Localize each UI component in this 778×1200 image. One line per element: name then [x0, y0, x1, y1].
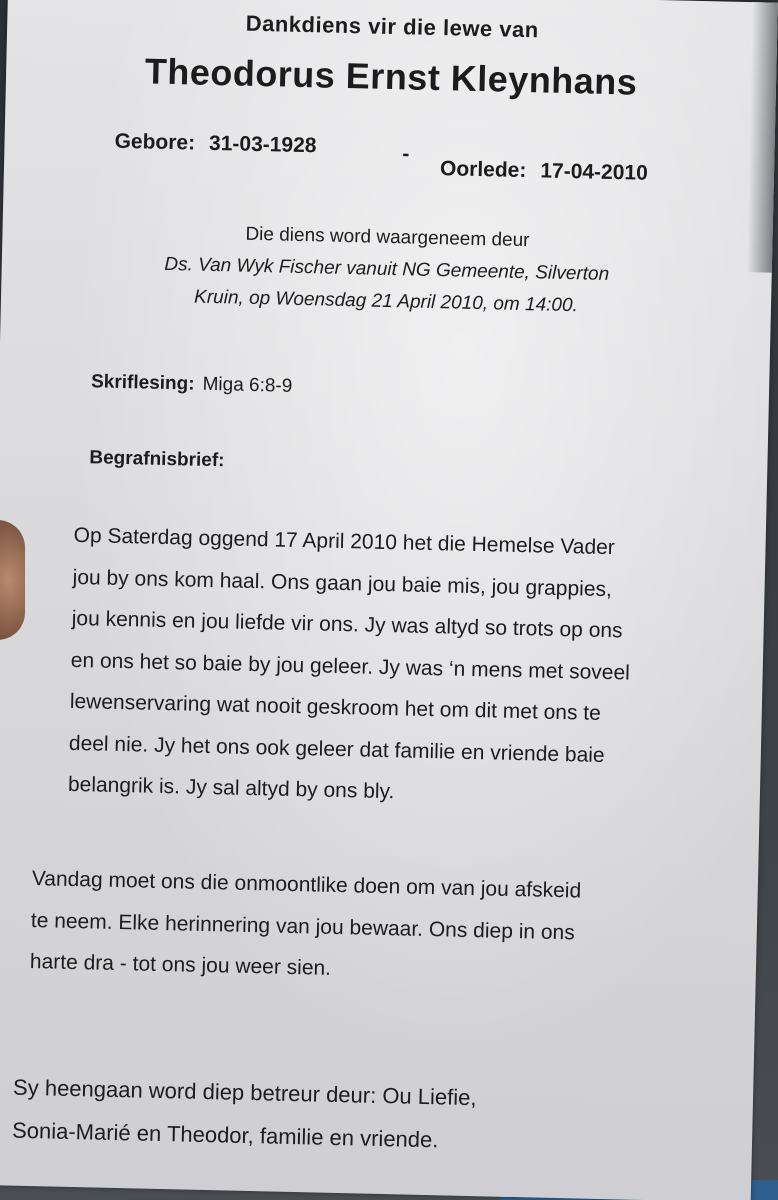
service-line: Die diens word waargeneem deur — [245, 223, 530, 252]
paragraph-line: Vandag moet ons die onmoontlike doen om van jou afskeid — [31, 867, 582, 903]
death-date: 17-04-2010 — [540, 159, 649, 185]
paragraph-line: Op Saterdag oggend 17 April 2010 het die Hemelse Vader — [73, 523, 616, 560]
service-details — [1, 213, 773, 326]
date-separator: - — [402, 142, 410, 166]
death-label: Oorlede: — [439, 157, 527, 183]
birth-label: Gebore: — [114, 129, 196, 155]
letter-paragraph-1 — [68, 515, 634, 818]
paragraph-line: jou by ons kom haal. Ons gaan jou baie mis, jou grappies, — [72, 565, 613, 601]
paragraph-line: lewenservaring wat nooit geskroom het om dit met ons te — [69, 689, 602, 725]
birth-info — [114, 130, 316, 159]
thumb — [0, 520, 25, 640]
birth-date: 31-03-1928 — [208, 131, 317, 158]
service-title: Dankdiens vir die lewe van — [245, 10, 540, 43]
service-line: Ds. Van Wyk Fischer vanuit NG Gemeente, Silverton — [164, 253, 610, 285]
mourners-paragraph — [12, 1066, 477, 1162]
scripture-reading — [91, 371, 293, 398]
paragraph-line: te neem. Elke herinnering van jou bewaar. Ons diep in ons — [30, 908, 576, 944]
paragraph-line: harte dra - tot ons jou weer sien. — [29, 950, 332, 980]
letter-paragraph-2 — [29, 858, 581, 995]
paragraph-line: Sy heengaan word diep betreur deur: Ou Liefie, — [12, 1074, 477, 1111]
paragraph-line: belangrik is. Jy sal altyd by ons bly. — [67, 772, 395, 804]
deceased-name: Theodorus Ernst Kleynhans — [144, 50, 638, 103]
service-line: Kruin, op Woensdag 21 April 2010, om 14:00. — [193, 286, 579, 317]
paragraph-line: Sonia-Marié en Theodor, familie en vriende. — [11, 1117, 439, 1153]
death-info — [440, 157, 648, 186]
scripture-reference: Miga 6:8-9 — [202, 373, 293, 397]
letter-heading: Begrafnisbrief: — [89, 447, 225, 472]
paragraph-line: deel nie. Jy het ons ook geleer dat familie en vriende baie — [68, 731, 605, 767]
paragraph-line: en ons het so baie by jou geleer. Jy was ‘n mens met soveel — [70, 648, 631, 685]
paragraph-line: jou kennis en jou liefde vir ons. Jy was altyd so trots op ons — [71, 606, 623, 643]
scripture-label: Skriflesing: — [90, 371, 195, 395]
